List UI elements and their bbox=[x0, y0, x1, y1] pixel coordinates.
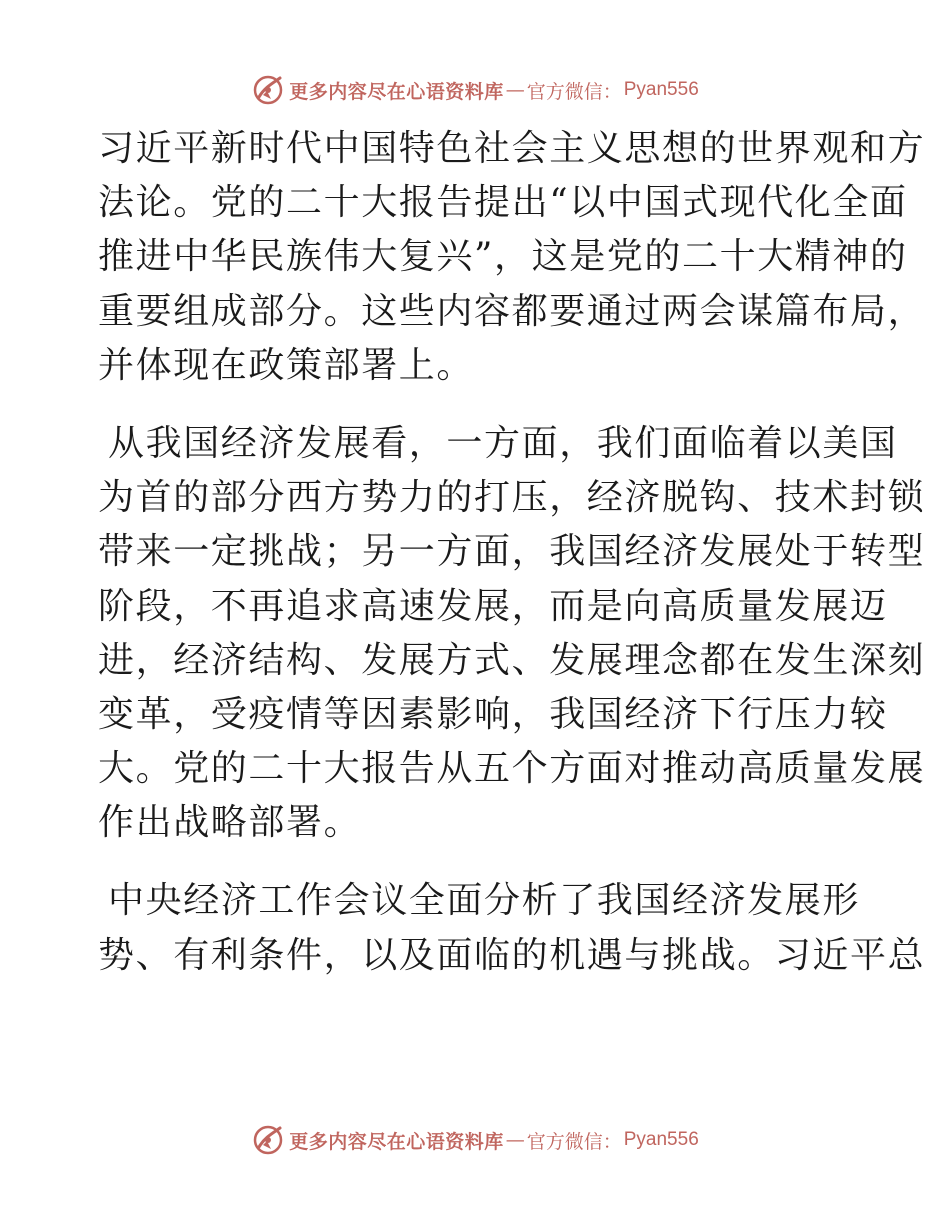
paragraph-gap bbox=[98, 393, 858, 417]
banner-wechat-label: 官方微信： bbox=[526, 80, 622, 103]
text-line: 变革，受疫情等因素影响，我国经济下行压力较 bbox=[98, 693, 888, 735]
text-line: 为首的部分西方势力的打压，经济脱钩、技术封锁 bbox=[98, 477, 926, 519]
banner-dash: — bbox=[505, 1129, 525, 1151]
text-line: 中央经济工作会议全面分析了我国经济发展形 bbox=[108, 880, 861, 922]
text-line: 并体现在政策部署上。 bbox=[98, 344, 475, 386]
banner-dash: — bbox=[505, 79, 525, 101]
text-line: 带来一定挑战；另一方面，我国经济发展处于转型 bbox=[98, 531, 926, 573]
text-line: 大。党的二十大报告从五个方面对推动高质量发展 bbox=[98, 748, 926, 790]
banner-site-text: 更多内容尽在心语资料库 bbox=[289, 1130, 504, 1153]
body-text bbox=[98, 122, 926, 983]
text-line: 习近平新时代中国特色社会主义思想的世界观和方 bbox=[98, 128, 926, 169]
header-banner bbox=[0, 70, 950, 110]
text-line: 作出战略部署。 bbox=[98, 802, 362, 844]
banner-wechat-id: Pyan556 bbox=[623, 79, 699, 100]
banner-wechat-label: 官方微信： bbox=[526, 1130, 622, 1153]
text-line: 进，经济结构、发展方式、发展理念都在发生深刻 bbox=[98, 639, 926, 681]
quill-swirl-logo-icon bbox=[251, 1123, 285, 1157]
paragraph-2 bbox=[98, 417, 926, 851]
text-line: 推进中华民族伟大复兴”，这是党的二十大精神的 bbox=[98, 236, 908, 278]
banner-site-text: 更多内容尽在心语资料库 bbox=[289, 80, 504, 103]
banner-wechat-id: Pyan556 bbox=[623, 1129, 699, 1150]
text-line: 势、有利条件，以及面临的机遇与挑战。习近平总 bbox=[98, 934, 926, 976]
text-line: 阶段，不再追求高速发展，而是向高质量发展迈 bbox=[98, 585, 888, 627]
text-line: 重要组成部分。这些内容都要通过两会谋篇布局， bbox=[98, 290, 926, 332]
paragraph-gap bbox=[98, 850, 858, 874]
quill-swirl-logo-icon bbox=[251, 73, 285, 107]
text-line: 从我国经济发展看，一方面，我们面临着以美国 bbox=[108, 422, 898, 464]
paragraph-3 bbox=[98, 874, 926, 982]
text-line: 法论。党的二十大报告提出“以中国式现代化全面 bbox=[98, 182, 908, 224]
paragraph-1 bbox=[98, 122, 926, 393]
footer-banner bbox=[0, 1120, 950, 1160]
